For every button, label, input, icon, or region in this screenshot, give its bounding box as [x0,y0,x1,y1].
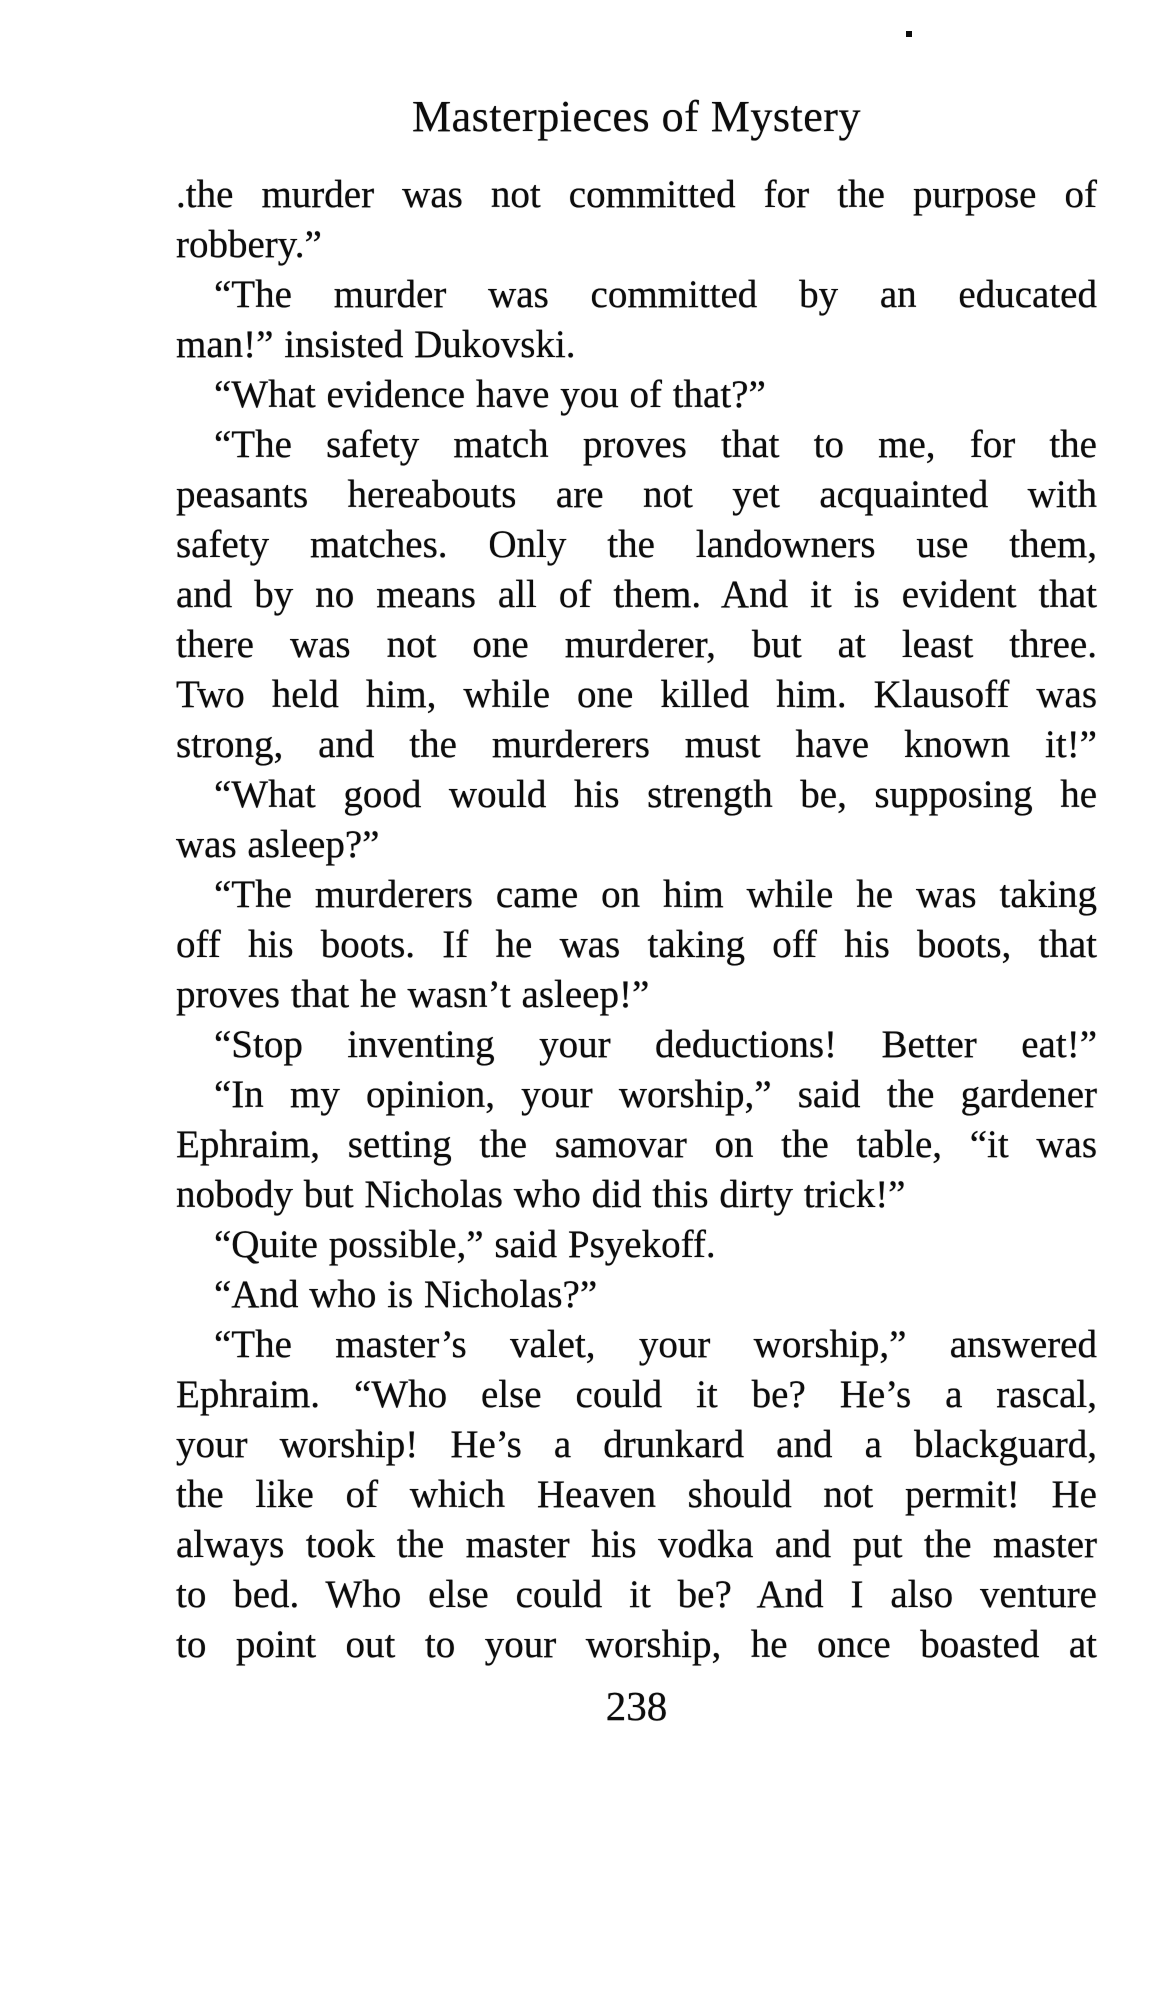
ink-speck [906,31,912,37]
text-line: “Stop inventing your deductions! Better eat!” [214,1023,1097,1066]
text-line: “The master’s valet, your worship,” answered [214,1323,1097,1366]
text-block [176,170,1097,1670]
text-line: always took the master his vodka and put the master [176,1523,1097,1566]
text-line: strong, and the murderers must have known it!” [176,723,1097,766]
text-line: man!” insisted Dukovski. [176,323,576,366]
text-line: there was not one murderer, but at least three. [176,623,1097,666]
text-line: “The safety match proves that to me, for the [214,423,1097,466]
text-line: to point out to your worship, he once boasted at [176,1623,1097,1666]
text-line: “The murderers came on him while he was taking [214,873,1097,916]
text-line: “What evidence have you of that?” [214,373,766,416]
text-line: the like of which Heaven should not permit! He [176,1473,1097,1516]
text-line: .the murder was not committed for the purpose of [176,173,1097,216]
text-line: to bed. Who else could it be? And I also venture [176,1573,1097,1616]
text-line: safety matches. Only the landowners use them, [176,523,1097,566]
text-line: Two held him, while one killed him. Klausoff was [176,673,1097,716]
text-line: was asleep?” [176,823,380,866]
text-line: robbery.” [176,223,322,266]
text-line: your worship! He’s a drunkard and a blackguard, [176,1423,1097,1466]
text-line: “And who is Nicholas?” [214,1273,598,1316]
page-number: 238 [605,1683,668,1729]
running-head: Masterpieces of Mystery [412,92,861,141]
text-line: “What good would his strength be, supposing he [214,773,1097,816]
text-line: “Quite possible,” said Psyekoff. [214,1223,716,1266]
text-line: Ephraim. “Who else could it be? He’s a rascal, [176,1373,1097,1416]
text-line: nobody but Nicholas who did this dirty trick!” [176,1173,906,1216]
text-line: “In my opinion, your worship,” said the gardener [214,1073,1097,1116]
text-line: peasants hereabouts are not yet acquainted with [176,473,1097,516]
text-line: proves that he wasn’t asleep!” [176,973,650,1016]
text-line: and by no means all of them. And it is evident that [176,573,1097,616]
text-line: off his boots. If he was taking off his boots, that [176,923,1097,966]
text-line: Ephraim, setting the samovar on the table, “it was [176,1123,1097,1166]
text-line: “The murder was committed by an educated [214,273,1097,316]
